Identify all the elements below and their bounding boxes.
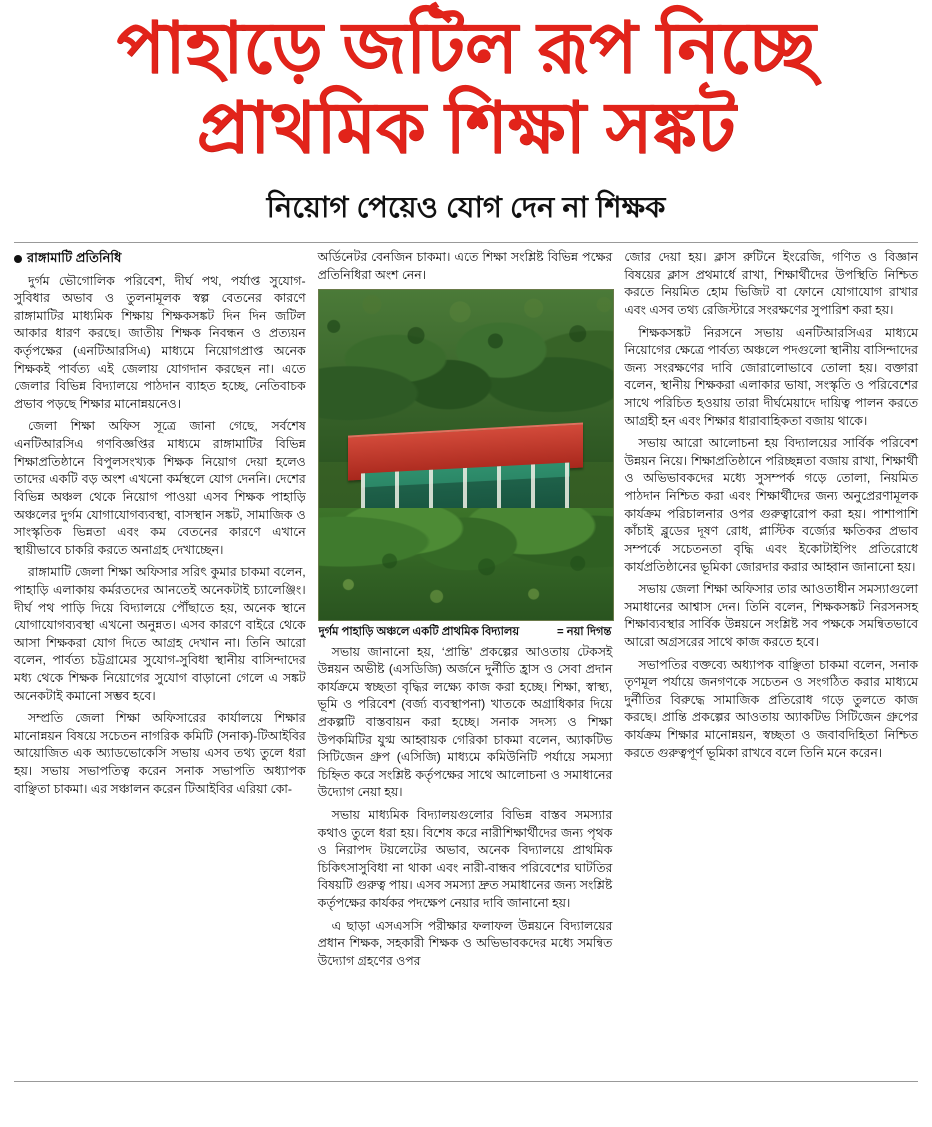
hill-school-photo — [318, 289, 615, 621]
headline — [14, 9, 918, 168]
paragraph: সম্প্রতি জেলা শিক্ষা অফিসারের কার্যালয়ে শিক্ষার মানোন্নয়ন বিষয়ে সচেতন নাগরিক কমিটি (সনাক)-টিআইবির আয়োজিত এক অ্যাডভোকেসি সভায় এসব তথ্য তুলে ধরা হয়। সভায় সভাপতিত্ব করেন সনাক সভাপতি অধ্যাপক বাঞ্ছিতা চাকমা। এর সঞ্চালন করেন টিআইবির এরিয়া কো- — [14, 711, 306, 796]
header-divider — [14, 242, 918, 243]
photo-figure — [318, 289, 613, 640]
paragraph: অর্ডিনেটর বেনজিন চাকমা। এতে শিক্ষা সংশ্লিষ্ট বিভিন্ন পক্ষের প্রতিনিধিরা অংশ নেন। — [317, 250, 613, 282]
photo-caption-row — [318, 621, 613, 640]
paragraph: রাঙ্গামাটি জেলা শিক্ষা অফিসার সরিৎ কুমার চাকমা বলেন, পাহাড়ি এলাকায় কর্মরতদের আনতেই অনেকটাই চ্যালেঞ্জিং। দীর্ঘ পথ পাড়ি দিয়ে বিদ্যালয়ে পৌঁছাতে হয়, অনেক স্থানে যোগাযোগব্যবস্থা এখনো অনুন্নত। এসব কারণে বাইরে থেকে আসা শিক্ষকরা যোগ দিতে আগ্রহ দেখান না। তিনি আরো বলেন, পার্বত্য চট্টগ্রামের সুযোগ-সুবিধা স্থানীয় বাসিন্দাদের মধ্য থেকে শিক্ষক নিয়োগের সুযোগ বাড়ানো গেলে এ সঙ্কট অনেকটাই কমানো সম্ভব হবে। — [14, 565, 306, 703]
subheadline: নিয়োগ পেয়েও যোগ দেন না শিক্ষক — [266, 192, 666, 225]
paragraph: সভায় আরো আলোচনা হয় বিদ্যালয়ের সার্বিক পরিবেশ উন্নয়ন নিয়ে। শিক্ষাপ্রতিষ্ঠানে পরিচ্ছন্নতা বজায় রাখা, শিক্ষার্থী ও অভিভাবকদের মধ্যে সুসম্পর্ক গড়ে তোলা, নিয়মিত পাঠদান নিশ্চিত করা এবং শিক্ষার্থীদের জন্য অনুপ্রেরণামূলক কার্যক্রম পরিচালনার ওপর গুরুত্বারোপ করা হয়। পাশাপাশি কাঁচাই ব্লুডের দূষণ রোধ, প্লাস্টিক বর্জ্যের ক্ষতিকর প্রভাব সম্পর্কে সচেতনতা বৃদ্ধি এবং ইকোটাইপিং প্রতিরোধে কার্যপ্রতিষ্ঠানের ভূমিকা জোরদার করার আহ্বান জানানো হয়। — [624, 436, 918, 574]
paragraph: সভায় জানানো হয়, ‘প্রান্তি’ প্রকল্পের আওতায় টেকসই উন্নয়ন অভীষ্ট (এসডিজি) অর্জনে দুর্নীতি হ্রাস ও সেবা প্রদান কার্যক্রমে স্বচ্ছতা বৃদ্ধির লক্ষ্যে কাজ করা হচ্ছে। শিক্ষা, স্বাস্থ্য, ভূমি ও পরিবেশ (বর্জ্য ব্যবস্থাপনা) খাতকে অগ্রাধিকার দিয়ে প্রকল্পটি বাস্তবায়ন করা হচ্ছে। সনাক সদস্য ও শিক্ষা উপকমিটির যুগ্ম আহ্বায়ক গেরিকা চাকমা বলেন, অ্যাকটিভ সিটিজেন গ্রুপ (এসিজি) মাধ্যমে কমিউনিটি পর্যায়ে সমস্যা চিহ্নিত করে সংশ্লিষ্ট কর্তৃপক্ষের সাথে আলোচনা ও সমাধানের উদ্যোগ নেয়া হয়। — [317, 644, 613, 800]
next-article-strip — [14, 1082, 918, 1108]
paragraph: সভায় মাধ্যমিক বিদ্যালয়গুলোর বিভিন্ন বাস্তব সমস্যার কথাও তুলে ধরা হয়। বিশেষ করে নারীশিক্ষার্থীদের জন্য পৃথক ও নিরাপদ টয়লেটের অভাব, অনেক বিদ্যালয়ে প্রাথমিক চিকিৎসাসুবিধা না থাকা এবং নারী-বান্ধব পরিবেশের ঘাটতির বিষয়টি গুরুত্ব পায়। এসব সমস্যা দ্রুত সমাধানের জন্য সংশ্লিষ্ট কর্তৃপক্ষের কার্যকর পদক্ষেপ নেয়ার দাবি জানানো হয়। — [317, 808, 613, 911]
paragraph: জেলা শিক্ষা অফিস সূত্রে জানা গেছে, সর্বশেষ এনটিআরসিএ গণবিজ্ঞপ্তির মাধ্যমে রাঙ্গামাটির বিভিন্ন শিক্ষাপ্রতিষ্ঠানে বিপুলসংখ্যক শিক্ষক নিয়োগ দেয়া হলেও তাদের একটি বড় অংশ এখনো কর্মস্থলে যোগ দেননি। দেশের বিভিন্ন অঞ্চল থেকে নিয়োগ পাওয়া এসব শিক্ষক পাহাড়ি অঞ্চলের দুর্গম যোগাযোগব্যবস্থা, বাসস্থান সঙ্কট, সামাজিক ও সাংস্কৃতিক ভিন্নতা এবং কম বেতনের কারণে এখানে স্থায়ীভাবে চাকরি করতে অনাগ্রহ দেখাচ্ছেন। — [14, 419, 306, 557]
paragraph: জোর দেয়া হয়। ক্লাস রুটিনে ইংরেজি, গণিত ও বিজ্ঞান বিষয়ের ক্লাস প্রথমার্ধে রাখা, শিক্ষার্থীদের উপস্থিতি নিশ্চিত করতে নিয়মিত হোম ভিজিট বা ফোনে যোগাযোগ রাখার এবং এসব তথ্য রেজিস্টারে সংরক্ষণের সুপারিশ করা হয়। — [624, 250, 918, 317]
paragraph: সভায় জেলা শিক্ষা অফিসার তার আওতাধীন সমস্যাগুলো সমাধানের আশ্বাস দেন। তিনি বলেন, শিক্ষকসঙ্কট নিরসনসহ শিক্ষাব্যবস্থার সার্বিক উন্নয়নে সংশ্লিষ্ট সব পক্ষকে সমন্বিতভাবে আরো অগ্রসরের সাথে কাজ করতে হবে। — [624, 582, 918, 649]
photo-caption: দুর্গম পাহাড়ি অঞ্চলে একটি প্রাথমিক বিদ্যালয় — [318, 626, 520, 639]
paragraph: এ ছাড়া এসএসসি পরীক্ষার ফলাফল উন্নয়নে বিদ্যালয়ের প্রধান শিক্ষক, সহকারী শিক্ষক ও অভিভাবকদের মধ্যে সমন্বিত উদ্যোগ গ্রহণের ওপর — [317, 918, 613, 968]
byline — [14, 249, 306, 267]
paragraph: সভাপতির বক্তব্যে অধ্যাপক বাঞ্ছিতা চাকমা বলেন, সনাক তৃণমূল পর্যায়ে জনগণকে সচেতন ও সংগঠিত করার মাধ্যমে দুর্নীতির বিরুদ্ধে সামাজিক প্রতিরোধ গড়ে তুলতে কাজ করছে। প্রান্তি প্রকল্পের আওতায় অ্যাকটিভ সিটিজেন গ্রুপের কার্যক্রম শিক্ষার মানোন্নয়ন, স্বচ্ছতা ও জবাবদিহিতা নিশ্চিত করতে গুরুত্বপূর্ণ ভূমিকা রাখবে বলে তিনি মনে করেন। — [624, 657, 918, 760]
paragraph: শিক্ষকসঙ্কট নিরসনে সভায় এনটিআরসিএর মাধ্যমে নিয়োগের ক্ষেত্রে পার্বত্য অঞ্চলে পদগুলো স্থানীয় বাসিন্দাদের জন্য সংরক্ষণের দাবি জোরালোভাবে তোলা হয়। বক্তারা বলেন, স্থানীয় শিক্ষকরা এলাকার ভাষা, সংস্কৃতি ও পরিবেশের সাথে পরিচিত হওয়ায় তারা দীর্ঘমেয়াদে দায়িত্ব পালন করতে আগ্রহী হন এবং শিক্ষার ধারাবাহিকতা বজায় থাকে। — [624, 325, 918, 428]
column-right — [624, 249, 918, 767]
column-left — [14, 249, 306, 803]
column-middle — [318, 249, 613, 975]
byline-text: রাঙ্গামাটি প্রতিনিধি — [27, 250, 122, 266]
photo-bush-texture — [319, 502, 614, 621]
photo-credit: = নয়া দিগন্ত — [556, 626, 612, 639]
paragraph: দুর্গম ভৌগোলিক পরিবেশ, দীর্ঘ পথ, পর্যাপ্ত সুযোগ-সুবিধার অভাব ও তুলনামূলক স্বল্প বেতনের কারণে রাঙ্গামাটির মাধ্যমিক শিক্ষায় শিক্ষকসঙ্কট দিন দিন জটিল আকার ধারণ করছে। জাতীয় শিক্ষক নিবন্ধন ও প্রত্যয়ন কর্তৃপক্ষের (এনটিআরসিএ) মাধ্যমে নিয়োগপ্রাপ্ত অনেক শিক্ষকই পার্বত্য এই জেলায় যোগদান করছেন না। এতে জেলার বিভিন্ন বিদ্যালয়ে পাঠদান ব্যাহত হচ্ছে, নেতিবাচক প্রভাব পড়ছে শিক্ষার মানোন্নয়নেও। — [14, 273, 306, 411]
headline-line-2: প্রাথমিক শিক্ষা সঙ্কট — [196, 88, 736, 168]
article-columns — [14, 249, 918, 1075]
headline-line-1: পাহাড়ে জটিল রূপ নিচ্ছে — [116, 9, 816, 88]
bullet-icon — [14, 255, 22, 263]
